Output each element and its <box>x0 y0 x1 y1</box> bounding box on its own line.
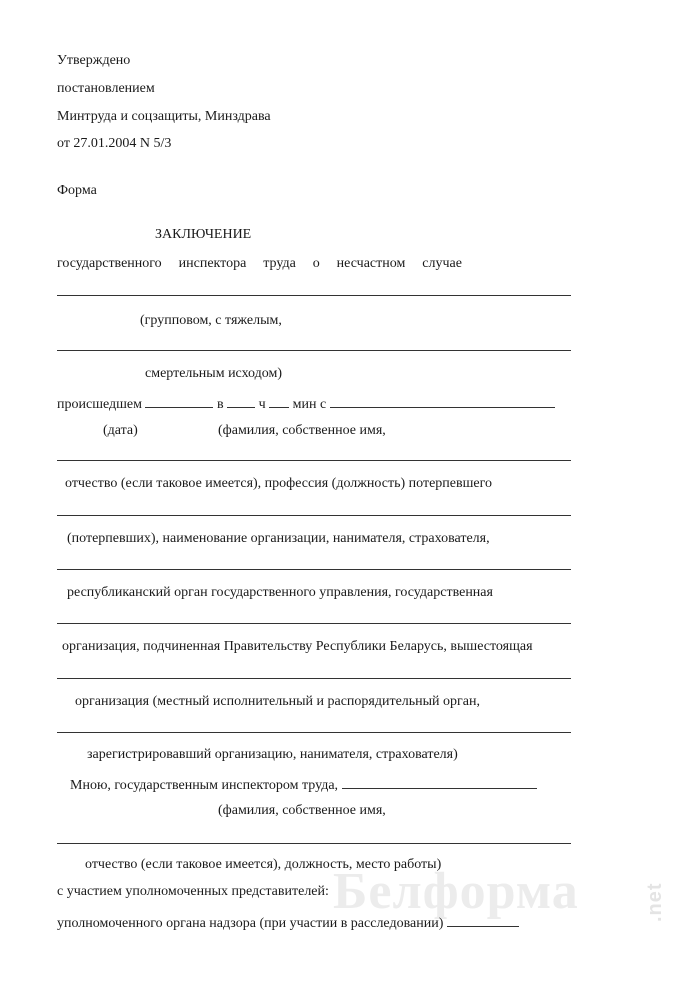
fill-line-organization[interactable] <box>57 569 571 570</box>
subtitle-word: случае <box>422 256 462 271</box>
participation-text: с участием уполномоченных представителей: <box>57 884 329 899</box>
inspector-row <box>70 775 537 794</box>
document-title: ЗАКЛЮЧЕНИЕ <box>155 227 252 242</box>
minutes-field[interactable] <box>269 394 289 408</box>
occurred-label: происшедшем <box>57 397 142 412</box>
inspector-name-field[interactable] <box>342 775 537 789</box>
fill-line-victims[interactable] <box>57 515 571 516</box>
inspector-label: Мною, государственным инспектором труда, <box>70 778 339 793</box>
minutes-label: мин с <box>292 397 327 412</box>
hint-surname-2: (фамилия, собственное имя, <box>218 803 386 818</box>
hint-local-org: организация (местный исполнительный и распорядительный орган, <box>75 694 481 709</box>
hint-victims-org: (потерпевших), наименование организации, нанимателя, страхователя, <box>67 531 490 546</box>
date-field[interactable] <box>145 394 213 408</box>
subtitle-word: инспектора <box>178 256 247 271</box>
supervision-label: уполномоченного органа надзора (при участии в расследовании) <box>57 916 444 931</box>
hours-label: ч <box>258 397 266 412</box>
document-subtitle <box>57 256 462 272</box>
fill-line-republican-body[interactable] <box>57 623 571 624</box>
hint-patronymic-position: отчество (если таковое имеется), должность, место работы) <box>85 857 442 872</box>
subtitle-word: несчастном <box>336 256 406 271</box>
hint-group-heavy: (групповом, с тяжелым, <box>140 313 282 328</box>
victim-name-field[interactable] <box>330 394 555 408</box>
at-label: в <box>216 397 224 412</box>
hint-surname: (фамилия, собственное имя, <box>218 423 386 438</box>
fill-line-superior-org[interactable] <box>57 678 571 679</box>
ministries-text: Минтруда и соцзащиты, Минздрава <box>57 109 271 124</box>
fill-line-local-org[interactable] <box>57 732 571 733</box>
form-label: Форма <box>57 183 97 198</box>
hint-date: (дата) <box>103 423 138 438</box>
fill-line-accident-type[interactable] <box>57 295 571 296</box>
watermark-suffix: .net <box>644 882 666 922</box>
hint-fatal: смертельным исходом) <box>145 366 283 381</box>
hint-registered: зарегистрировавший организацию, нанимателя, страхователя) <box>87 747 458 762</box>
hint-patronymic-profession: отчество (если таковое имеется), профессия (должность) потерпевшего <box>65 476 492 491</box>
approved-text: Утверждено <box>57 53 131 68</box>
subtitle-word: о <box>312 256 320 271</box>
hours-field[interactable] <box>227 394 255 408</box>
watermark-brand: Белформа <box>333 863 579 920</box>
fill-line-accident-type-2[interactable] <box>57 350 571 351</box>
supervision-field[interactable] <box>447 913 519 927</box>
resolution-text: постановлением <box>57 81 155 96</box>
fill-line-inspector[interactable] <box>57 843 571 844</box>
occurred-row <box>57 394 555 413</box>
hint-subordinate-org: организация, подчиненная Правительству Республики Беларусь, вышестоящая <box>62 639 533 654</box>
supervision-row <box>57 913 519 932</box>
subtitle-word: труда <box>263 256 296 271</box>
subtitle-word: государственного <box>57 256 162 271</box>
hint-republican-body: республиканский орган государственного управления, государственная <box>67 585 493 600</box>
resolution-date: от 27.01.2004 N 5/3 <box>57 136 172 151</box>
fill-line-victim[interactable] <box>57 460 571 461</box>
